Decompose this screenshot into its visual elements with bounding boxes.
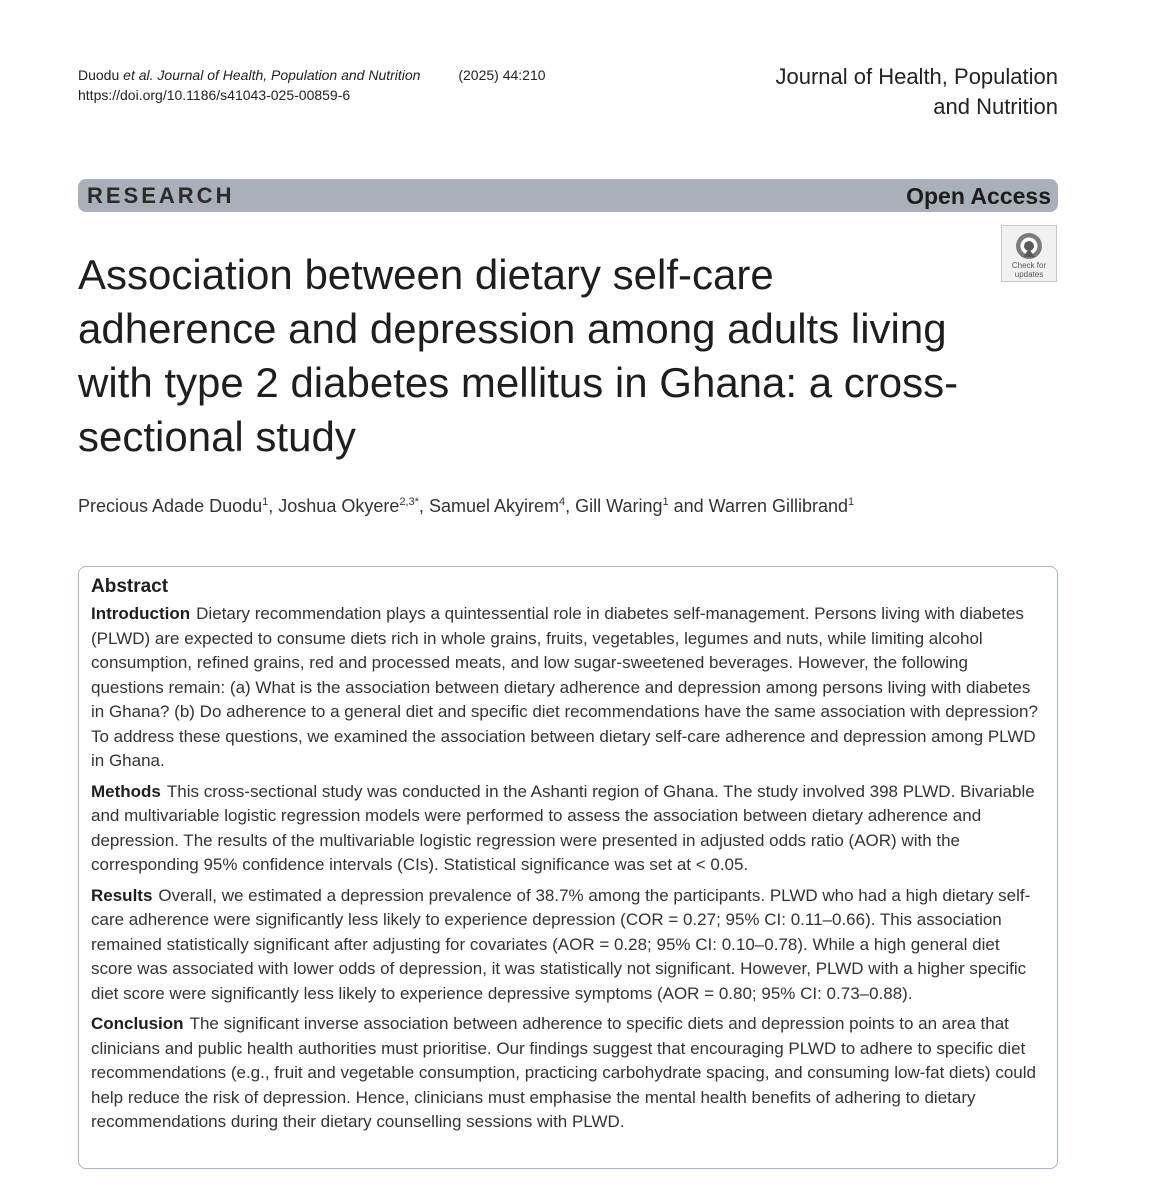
badge-text-line2: updates [1014,270,1044,279]
abstract-section-methods [91,780,1045,878]
abstract-box [78,566,1058,1169]
journal-title-line2: and Nutrition [933,94,1058,119]
author-affiliation: 1 [848,496,855,508]
section-text: The significant inverse association between adherence to specific diets and depression points to an area that clinicians and public health authorities must prioritise. Our findings suggest that encouraging PLWD to adhere to specific diet recommendations (e.g., fruit and vegetable consumption, practicing carbohydrate spacing, and consuming low-fat diets) could help reduce the risk of depression. Hence, clinicians must emphasise the mental health benefits of adhering to dietary recommendations during their dietary counselling sessions with PLWD. [91,1014,1036,1131]
abstract-heading: Abstract [91,576,169,597]
open-access-label: Open Access [906,183,1051,209]
citation-etal: et al. [123,67,154,83]
author-name[interactable]: Samuel Akyirem [428,496,559,516]
citation-block [78,65,546,105]
author-separator: , [565,496,576,516]
author-affiliation: 1 [262,496,269,508]
author-name[interactable]: Joshua Okyere [278,496,400,516]
author-name[interactable]: Gill Waring [575,496,663,516]
citation-journal: Journal of Health, Population and Nutrition [157,67,421,83]
journal-title [775,62,1058,122]
doi-link[interactable]: https://doi.org/10.1186/s41043-025-00859-6 [78,87,351,103]
article-title: Association between dietary self-care adherence and depression among adults living with type 2 diabetes mellitus in Ghana: a cross-sectional study [78,251,959,460]
abstract-section-introduction [91,602,1045,774]
section-label: Introduction [91,604,191,623]
citation-authors: Duodu [78,67,120,83]
author-affiliation: 1 [662,496,669,508]
section-text: Dietary recommendation plays a quintessential role in diabetes self-management. Persons living with diabetes (PLWD) are expected to consume diets rich in whole grains, fruits, vegetables, legumes and nuts, while limiting alcohol consumption, refined grains, red and processed meats, and low sugar-sweetened beverages. However, the following questions remain: (a) What is the association between dietary adherence and depression among persons living with diabetes in Ghana? (b) Do adherence to a general diet and specific diet recommendations have the same association with depression? To address these questions, we examined the association between dietary self-care adherence and depression among PLWD in Ghana. [91,604,1038,770]
check-for-updates-badge[interactable] [1001,225,1057,282]
author-separator: and [668,496,709,516]
author-separator: , [268,496,279,516]
abstract-section-results [91,884,1045,1007]
abstract-sections [91,602,1045,1135]
journal-title-line1: Journal of Health, Population [775,64,1058,89]
article-type-label: RESEARCH [87,183,235,208]
section-label: Methods [91,781,161,801]
section-text: Overall, we estimated a depression prevalence of 38.7% among the participants. PLWD who had a high dietary self-care adherence were significantly less likely to experience depression (COR = 0.27; 95% CI: 0.11–0.66). This association remained statistically significant after adjusting for covariates (AOR = 0.28; 95% CI: 0.10–0.78). While a high general diet score was associated with lower odds of depression, it was statistically not significant. However, PLWD with a higher specific diet score were significantly less likely to experience depressive symptoms (AOR = 0.80; 95% CI: 0.73–0.88). [91,885,1031,1003]
section-text: This cross-sectional study was conducted in the Ashanti region of Ghana. The study involved 398 PLWD. Bivariable and multivariable logistic regression models were performed to assess the association between dietary adherence and depression. The results of the multivariable logistic regression were presented in adjusted odds ratio (AOR) with the corresponding 95% confidence intervals (CIs). Statistical significance was set at < 0.05. [91,781,1035,874]
abstract-section-conclusion [91,1012,1045,1135]
author-name[interactable]: Precious Adade Duodu [78,496,263,516]
article-type-banner [78,179,1058,212]
badge-text-line1: Check for [1011,261,1047,270]
author-name[interactable]: Warren Gillibrand [708,496,849,516]
author-affiliation: 2,3* [399,496,419,508]
section-label: Conclusion [91,1014,184,1033]
author-separator: , [418,496,429,516]
author-list [78,496,854,517]
citation-year: (2025) 44:210 [458,67,546,83]
check-for-updates-icon [1014,231,1044,261]
section-label: Results [91,885,153,905]
author-affiliation: 4 [558,496,566,508]
